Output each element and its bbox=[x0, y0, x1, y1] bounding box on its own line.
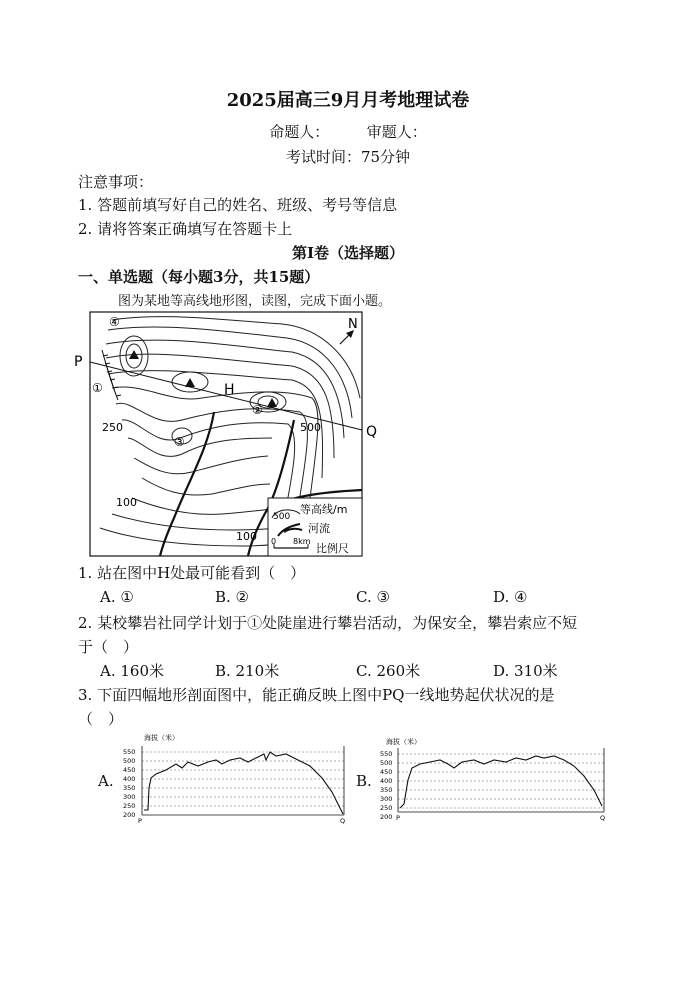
point-q: Q bbox=[366, 424, 378, 440]
contour-100-label-a: 100 bbox=[116, 496, 137, 509]
legend-contour-value: 500 bbox=[273, 512, 291, 522]
exam-time: 考试时间：75分钟 bbox=[285, 148, 411, 166]
question-2-option-b[interactable]: B. 210米 bbox=[215, 662, 280, 680]
legend-scale-label: 比例尺 bbox=[316, 542, 349, 555]
svg-text:350: 350 bbox=[380, 786, 393, 794]
mark-1: ① bbox=[92, 381, 103, 395]
north-label: N bbox=[348, 317, 358, 332]
svg-text:450: 450 bbox=[380, 768, 393, 776]
contour-250-label: 250 bbox=[102, 421, 123, 434]
svg-text:500: 500 bbox=[380, 759, 393, 767]
svg-text:400: 400 bbox=[123, 775, 136, 783]
legend-river-label: 河流 bbox=[308, 522, 330, 535]
notes-item-2: 2. 请将答案正确填写在答题卡上 bbox=[78, 220, 293, 238]
point-h: H bbox=[224, 382, 235, 398]
notes-item-1: 1. 答题前填写好自己的姓名、班级、考号等信息 bbox=[78, 196, 398, 214]
contour-100-label-b: 100 bbox=[236, 530, 257, 543]
mark-2: ② bbox=[252, 403, 263, 417]
profile-a-ylabel: 海拔（米） bbox=[144, 734, 179, 742]
question-2-option-c[interactable]: C. 260米 bbox=[356, 662, 421, 680]
notes-heading: 注意事项： bbox=[78, 173, 154, 191]
svg-text:250: 250 bbox=[380, 804, 393, 812]
svg-text:550: 550 bbox=[380, 750, 393, 758]
point-p: P bbox=[74, 354, 83, 370]
profile-a-x-start: P bbox=[138, 817, 142, 825]
svg-text:300: 300 bbox=[380, 795, 393, 803]
question-3-stem-line1: 3. 下面四幅地形剖面图中，能正确反映上图中PQ一线地势起伏状况的是 bbox=[78, 686, 555, 704]
svg-text:250: 250 bbox=[123, 802, 136, 810]
question-2-option-d[interactable]: D. 310米 bbox=[493, 662, 558, 680]
section-intro: 图为某地等高线地形图，读图，完成下面小题。 bbox=[118, 294, 392, 309]
question-1-option-c[interactable]: C. ③ bbox=[356, 588, 390, 606]
question-2-option-a[interactable]: A. 160米 bbox=[100, 662, 164, 680]
svg-text:200: 200 bbox=[123, 811, 136, 819]
question-3-option-b[interactable]: B. bbox=[356, 772, 372, 790]
question-2-stem-line1: 2. 某校攀岩社同学计划于①处陡崖进行攀岩活动，为保安全，攀岩索应不短 bbox=[78, 614, 578, 632]
question-1-option-a[interactable]: A. ① bbox=[100, 588, 134, 606]
part-title: 第Ⅰ卷（选择题） bbox=[291, 244, 405, 262]
svg-text:550: 550 bbox=[123, 748, 136, 756]
svg-text:300: 300 bbox=[123, 793, 136, 801]
question-1-option-d[interactable]: D. ④ bbox=[493, 588, 528, 606]
legend-contour-label: 等高线/m bbox=[300, 503, 348, 516]
profile-chart-b bbox=[378, 730, 608, 825]
section-title: 一、单选题（每小题3分，共15题） bbox=[78, 268, 320, 286]
mark-4: ④ bbox=[109, 315, 120, 329]
profile-chart-a bbox=[118, 730, 348, 825]
profile-b-ylabel: 海拔（米） bbox=[386, 738, 421, 746]
svg-text:400: 400 bbox=[380, 777, 393, 785]
svg-text:200: 200 bbox=[380, 813, 393, 821]
legend-scale-start: 0 bbox=[271, 537, 277, 546]
question-1-option-b[interactable]: B. ② bbox=[215, 588, 250, 606]
contour-map bbox=[72, 308, 382, 558]
svg-text:450: 450 bbox=[123, 766, 136, 774]
svg-text:500: 500 bbox=[123, 757, 136, 765]
svg-text:350: 350 bbox=[123, 784, 136, 792]
contour-500-label: 500 bbox=[300, 421, 321, 434]
question-1-stem: 1. 站在图中H处最可能看到（ ） bbox=[78, 564, 306, 582]
legend-scale-end: 8km bbox=[293, 537, 311, 546]
profile-b-x-end: Q bbox=[600, 814, 606, 822]
question-3-option-a[interactable]: A. bbox=[98, 772, 114, 790]
profile-a-x-end: Q bbox=[340, 817, 346, 825]
question-3-stem-line2: （ ） bbox=[78, 710, 124, 728]
profile-b-x-start: P bbox=[396, 814, 400, 822]
exam-title: 2025届高三9月月考地理试卷 bbox=[226, 90, 470, 111]
mark-3: ③ bbox=[174, 435, 185, 449]
authors-line: 命题人： 审题人： bbox=[269, 123, 427, 141]
question-2-stem-line2: 于（ ） bbox=[78, 638, 139, 656]
